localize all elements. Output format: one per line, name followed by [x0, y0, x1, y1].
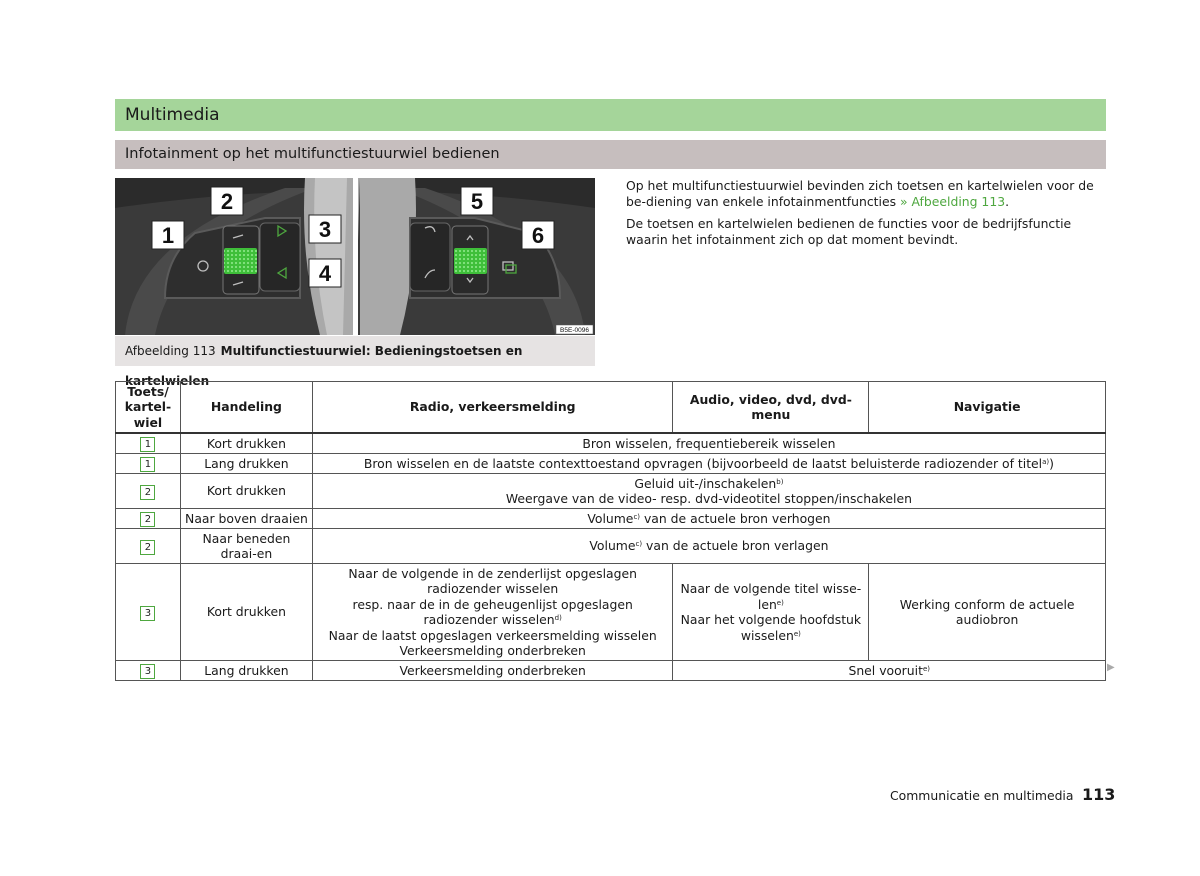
action-cell: Naar beneden draai-en — [180, 529, 312, 564]
key-label: 2 — [140, 485, 155, 500]
callout-2: 2 — [220, 189, 234, 214]
key-label: 2 — [140, 540, 155, 555]
caption-text: Multifunctiestuurwiel: Bedieningstoetsen en kartelwielen — [125, 344, 523, 388]
header-navigation: Navigatie — [869, 382, 1106, 434]
key-label: 1 — [140, 457, 155, 472]
section-title: Multimedia — [115, 99, 1106, 131]
header-action: Handeling — [180, 382, 312, 434]
callout-6: 6 — [531, 223, 545, 248]
callout-3: 3 — [318, 217, 332, 242]
caption-label: Afbeelding 113 — [125, 344, 216, 358]
key-label: 3 — [140, 606, 155, 621]
left-thumbwheel — [224, 248, 257, 274]
header-radio: Radio, verkeersmelding — [312, 382, 673, 434]
callout-1: 1 — [161, 223, 175, 248]
callout-5: 5 — [470, 189, 484, 214]
navigation-cell: Werking conform de actuele audiobron — [869, 564, 1106, 661]
figure-code: B5E-0096 — [560, 327, 589, 334]
function-cell: Bron wisselen en de laatste contexttoestand opvragen (bijvoorbeeld de laatst beluisterde radiozender of titel$^{a)}$) — [312, 454, 1105, 474]
footnote-ref: d) — [554, 614, 562, 622]
intro-paragraph-2: De toetsen en kartelwielen bedienen de functies voor de bedrijfsfunctie waarin het infotainment zich op dat moment bevindt. — [626, 216, 1072, 247]
table-row — [116, 474, 1106, 509]
function-table — [115, 381, 1106, 681]
table-header-row — [116, 382, 1106, 434]
subsection-title: Infotainment op het multifunctiestuurwiel bedienen — [115, 140, 1106, 169]
footnote-ref: e) — [922, 664, 930, 673]
table-row — [116, 454, 1106, 474]
steering-wheel-illustration — [115, 178, 595, 335]
function-cell: Geluid uit-/inschakelen$^{b)}$ Weergave van de video- resp. dvd-videotitel stoppen/inschakelen — [312, 474, 1105, 509]
intro-text — [626, 178, 1106, 254]
table-row — [116, 661, 1106, 681]
footnote-ref: a) — [1042, 457, 1050, 466]
table-row — [116, 433, 1106, 454]
action-cell: Naar boven draaien — [180, 509, 312, 529]
header-key: Toets/ kartel-wiel — [116, 382, 181, 434]
page-number: 113 — [1082, 785, 1116, 804]
function-cell: Volume$^{c)}$ van de actuele bron verlagen — [312, 529, 1105, 564]
audio-cell: Naar de volgende titel wisse-len$^{e)}$ Naar het volgende hoofdstuk wisselen$^{e)}$ — [673, 564, 869, 661]
table-row — [116, 564, 1106, 661]
radio-cell: Verkeersmelding onderbreken — [312, 661, 673, 681]
action-cell: Kort drukken — [180, 433, 312, 454]
function-cell: Volume$^{c)}$ van de actuele bron verhogen — [312, 509, 1105, 529]
key-label: 3 — [140, 664, 155, 679]
audio-navigation-cell: Snel vooruit$^{e)}$ — [673, 661, 1106, 681]
action-cell: Kort drukken — [180, 564, 312, 661]
action-cell: Lang drukken — [180, 661, 312, 681]
footnote-ref: b) — [776, 477, 784, 486]
function-cell: Bron wisselen, frequentiebereik wisselen — [312, 433, 1105, 454]
action-cell: Kort drukken — [180, 474, 312, 509]
figure-link[interactable]: » Afbeelding 113 — [900, 193, 1006, 209]
intro-paragraph-1: Op het multifunctiestuurwiel bevinden zich toetsen en kartelwielen voor de be-diening van enkele infotainmentfuncties » Afbeelding 113. — [626, 178, 1094, 209]
header-audio: Audio, video, dvd, dvd-menu — [673, 382, 869, 434]
footnote-ref: e) — [793, 629, 801, 638]
action-cell: Lang drukken — [180, 454, 312, 474]
footnote-ref: c) — [633, 512, 641, 521]
right-thumbwheel — [454, 248, 487, 274]
steering-wheel-figure — [115, 178, 595, 335]
footnote-ref: c) — [635, 540, 643, 549]
key-label: 2 — [140, 512, 155, 527]
callout-4: 4 — [318, 261, 332, 286]
footer-chapter: Communicatie en multimedia — [890, 788, 1074, 803]
key-label: 1 — [140, 437, 155, 452]
radio-cell: Naar de volgende in de zenderlijst opgeslagen radiozender wisselen resp. naar de in de geheugenlijst opgeslagen radiozender wisselen$^{d)}$ Naar de laatst opgeslagen verkeersmelding wisselen Verkeersmelding onderbreken — [312, 564, 673, 661]
table-row — [116, 509, 1106, 529]
table-row — [116, 529, 1106, 564]
footnote-ref: e) — [776, 598, 784, 607]
figure-caption — [115, 336, 595, 388]
continue-arrow-icon: ▶ — [1107, 662, 1115, 673]
